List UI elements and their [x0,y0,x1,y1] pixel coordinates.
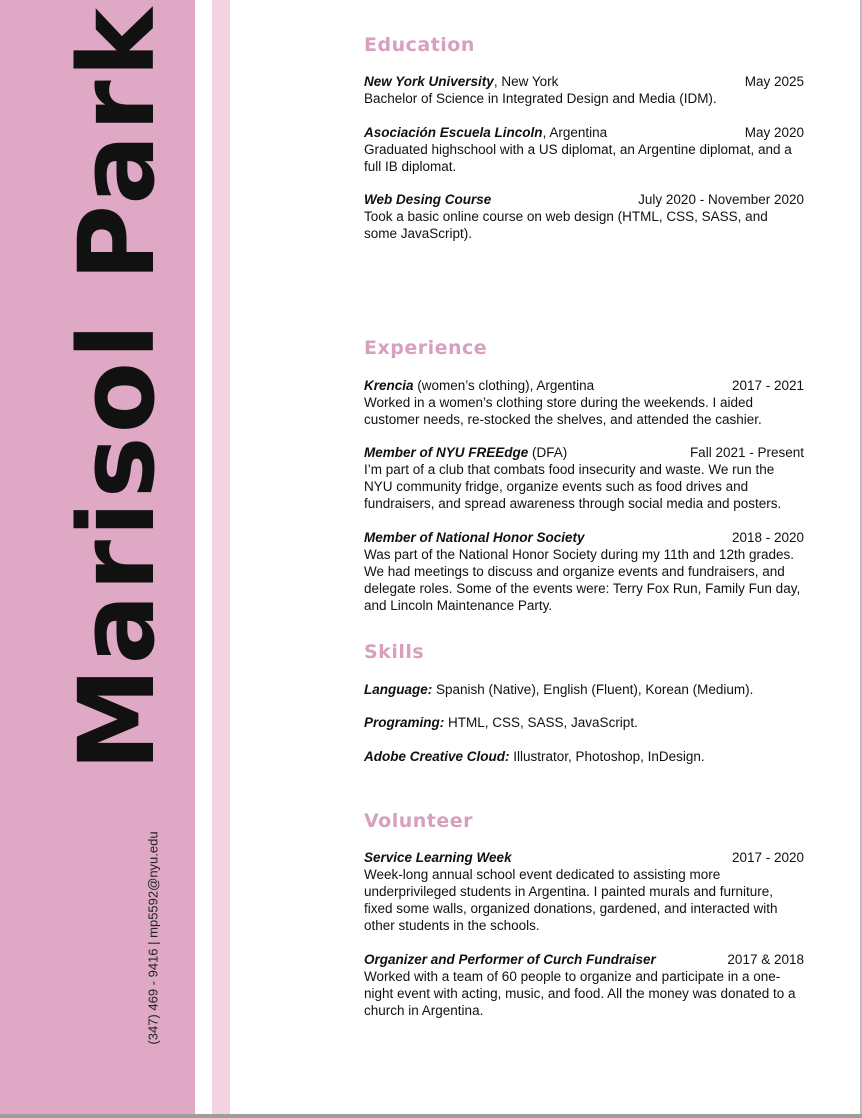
entry-org: New York University [364,74,494,89]
education-entry [364,124,804,175]
experience-entry [364,529,804,614]
section-title-education: Education [364,34,475,56]
volunteer-entry [364,849,804,934]
experience-entry [364,444,804,512]
entry-date: 2017 - 2021 [731,378,804,393]
section-title-volunteer: Volunteer [364,810,474,832]
entry-description: I’m part of a club that combats food insecurity and waste. We run the NYU community fridge, organize events such as food drives and fundraisers, and spread awareness through social media and posters. [364,462,782,511]
entry-detail: , New York [493,74,559,89]
entry-description: Worked with a team of 60 people to organize and participate in a one-night event with acting, music, and food. All the money was donated to a church in Argentina. [364,969,796,1018]
entry-date: May 2020 [744,125,804,140]
skill-value: Illustrator, Photoshop, InDesign. [509,749,705,764]
candidate-name: Marisol Park [56,5,178,771]
entry-detail: (DFA) [528,445,568,460]
skill-item [364,748,804,765]
skill-label: Programing: [364,715,445,730]
education-entry [364,191,804,242]
entry-description: Graduated highschool with a US diplomat, an Argentine diplomat, and a full IB diplomat. [364,142,792,174]
entry-date: July 2020 - November 2020 [638,192,804,207]
education-entry [364,73,804,107]
entry-date: Fall 2021 - Present [689,445,804,460]
entry-detail: , Argentina [542,125,608,140]
volunteer-entry [364,951,804,1019]
skill-item [364,714,804,731]
entry-description: Worked in a women’s clothing store during the weekends. I aided customer needs, re-stocked the shelves, and attended the cashier. [364,395,762,427]
entry-date: 2017 & 2018 [727,952,804,967]
skill-value: Spanish (Native), English (Fluent), Korean (Medium). [432,682,754,697]
experience-entry [364,377,804,428]
skill-label: Language: [364,682,433,697]
section-title-experience: Experience [364,337,488,359]
entry-description: Bachelor of Science in Integrated Design and Media (IDM). [364,91,717,106]
entry-detail: (women’s clothing), Argentina [413,378,595,393]
entry-date: 2017 - 2020 [731,850,804,865]
entry-org: Service Learning Week [364,850,512,865]
section-title-skills: Skills [364,641,425,663]
entry-date: 2018 - 2020 [731,530,804,545]
entry-date: May 2025 [744,74,804,89]
entry-org: Krencia [364,378,414,393]
entry-org: Member of NYU FREEdge [364,445,529,460]
entry-org: Asociación Escuela Lincoln [364,125,543,140]
skill-value: HTML, CSS, SASS, JavaScript. [444,715,638,730]
entry-description: Week-long annual school event dedicated to assisting more underprivileged students in Argentina. I painted murals and furniture, fixed some walls, organized donations, gardened, and interacted with other students in the schools. [364,867,778,933]
skill-item [364,681,804,698]
entry-description: Took a basic online course on web design (HTML, CSS, SASS, and some JavaScript). [364,209,768,241]
entry-org: Organizer and Performer of Curch Fundraiser [364,952,656,967]
contact-info: (347) 469 - 9416 | mp5592@nyu.edu [145,831,161,1045]
entry-org: Web Desing Course [364,192,492,207]
accent-stripe [212,0,230,1114]
skill-label: Adobe Creative Cloud: [364,749,510,764]
entry-org: Member of National Honor Society [364,530,585,545]
page-edge-bottom [0,1114,862,1118]
entry-description: Was part of the National Honor Society during my 11th and 12th grades. We had meetings to discuss and organize events and fundraisers, and delegate roles. Some of the events were: Terry Fox Run, Family Fun day, and Lincoln Maintenance Party. [364,547,801,613]
